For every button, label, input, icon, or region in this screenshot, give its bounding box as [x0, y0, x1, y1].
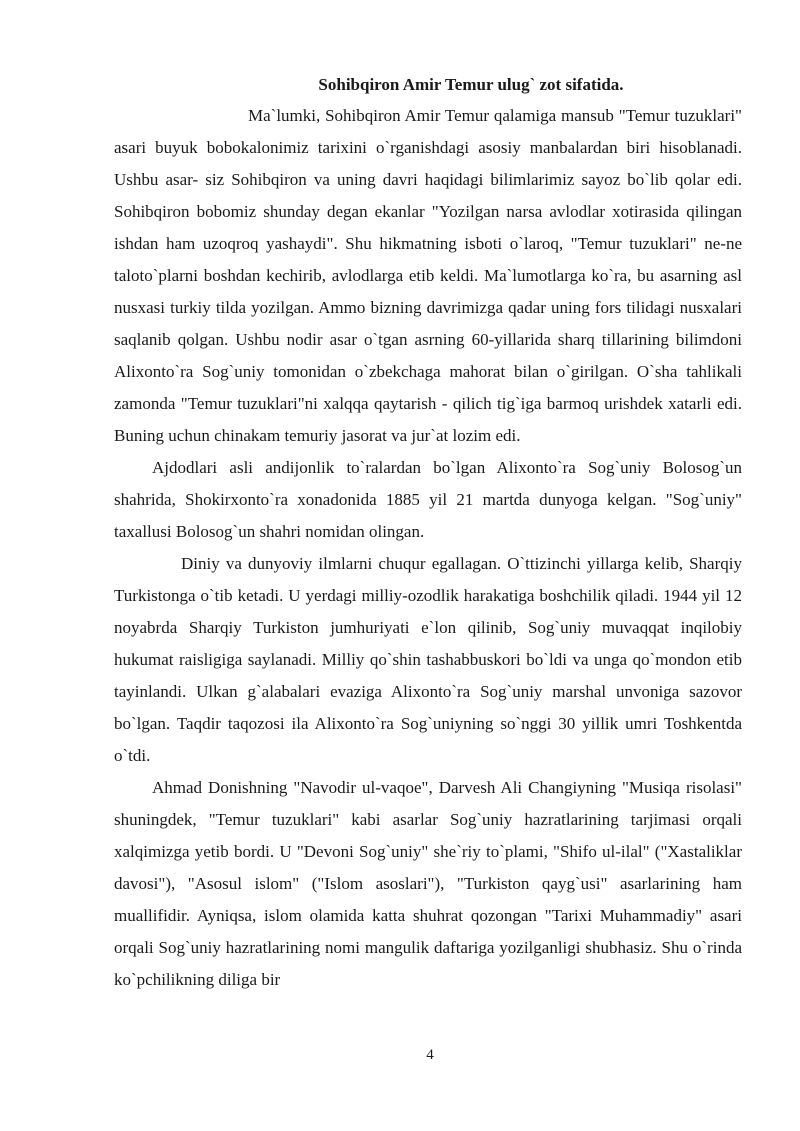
page-number: 4 [426, 1047, 434, 1063]
paragraph-ahmad-donish: Ahmad Donishning "Navodir ul-vaqoe", Darvesh Ali Changiyning "Musiqa risolasi" shuningdek, "Temur tuzuklari" kabi asarlar Sog`uniy hazratlarining tarjimasi orqali xalqimizga yetib bordi. U "Devoni Sog`uniy" she`riy to`plami, "Shifo ul-ilal" ("Xastaliklar davosi"), "Asosul islom" ("Islom asoslari"), "Turkiston qayg`usi" asarlarining ham muallifidir. Ayniqsa, islom olamida katta shuhrat qozongan "Tarixi Muhammadiy" asari orqali Sog`uniy hazratlarining nomi mangulik daftariga yozilganligi shubhasiz. Shu o`rinda ko`pchilikning diliga bir [114, 778, 742, 989]
document-title: Sohibqiron Amir Temur ulug` zot sifatida. [318, 75, 624, 94]
paragraph-ajdodlari: Ajdodlari asli andijonlik to`ralardan bo`lgan Alixonto`ra Sog`uniy Bolosog`un shahrida, Shokirxonto`ra xonadonida 1885 yil 21 martda dunyoga kelgan. "Sog`uniy" taxallusi Bolosog`un shahri nomidan olingan. [114, 458, 742, 541]
paragraph-diniy: Diniy va dunyoviy ilmlarni chuqur egallagan. O`ttizinchi yillarga kelib, Sharqiy Turkistonga o`tib ketadi. U yerdagi milliy-ozodlik harakatiga boshchilik qiladi. 1944 yil 12 noyabrda Sharqiy Turkiston jumhuriyati e`lon qilinib, Sog`uniy muvaqqat inqilobiy hukumat raisligiga saylanadi. Milliy qo`shin tashabbuskori bo`ldi va unga qo`mondon etib tayinlandi. Ulkan g`alabalari evaziga Alixonto`ra Sog`uniy marshal unvoniga sazovor bo`lgan. Taqdir taqozosi ila Alixonto`ra Sog`uniyning so`nggi 30 yillik umri Toshkentda o`tdi. [114, 554, 742, 765]
document-page [114, 72, 742, 996]
paragraph-temur-tuzuklari: Ma`lumki, Sohibqiron Amir Temur qalamiga mansub "Temur tuzuklari" asari buyuk bobokalonimiz tarixini o`rganishdagi asosiy manbalardan biri hisoblanadi. Ushbu asar- siz Sohibqiron va uning davri haqidagi bilimlarimiz sayoz bo`lib qolar edi. Sohibqiron bobomiz shunday degan ekanlar "Yozilgan narsa avlodlar xotirasida qilingan ishdan ham uzoqroq yashaydi". Shu hikmatning isboti o`laroq, "Temur tuzuklari" ne-ne taloto`plarni boshdan kechirib, avlodlarga etib keldi. Ma`lumotlarga ko`ra, bu asarning asl nusxasi turkiy tilda yozilgan. Ammo bizning davrimizga qadar uning fors tilidagi nusxalari saqlanib qolgan. Ushbu nodir asar o`tgan asrning 60-yillarida sharq tillarining bilimdoni Alixonto`ra Sog`uniy tomonidan o`zbekchaga mahorat bilan o`girilgan. O`sha tahlikali zamonda "Temur tuzuklari"ni xalqqa qaytarish - qilich tig`iga barmoq urishdek xatarli edi. Buning uchun chinakam temuriy jasorat va jur`at lozim edi. [114, 106, 742, 445]
